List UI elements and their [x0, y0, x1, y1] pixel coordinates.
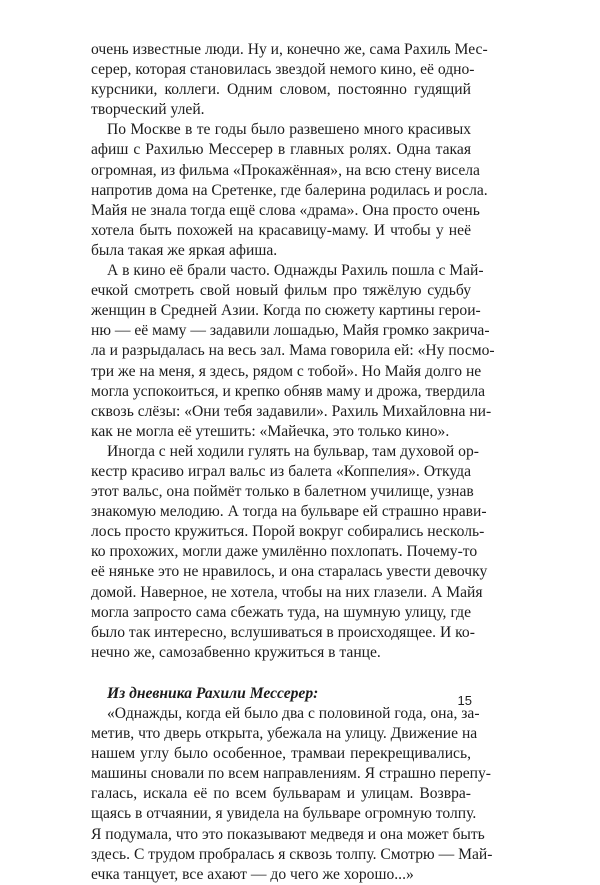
text-line: По Москве в те годы было развешено много красивых	[107, 121, 471, 139]
text-line: могла запросто сама сбежать туда, на шумную улицу, где	[91, 603, 471, 621]
text-line: курсники, коллеги. Одним словом, постоянно гудящий	[91, 81, 471, 99]
paragraph-1	[91, 40, 488, 120]
page-number: 15	[457, 693, 472, 708]
text-line: женщин в Средней Азии. Когда по сюжету картины герои-	[91, 302, 481, 320]
quote-line: «Однажды, когда ей было два с половиной года, она, за-	[107, 705, 480, 722]
quote-line: щаясь в отчаянии, я увидела на бульваре огромную толпу.	[91, 805, 477, 823]
text-line: ла и разрыдалась на весь зал. Мама говорила ей: «Ну посмо-	[91, 342, 495, 360]
page-body	[91, 40, 495, 885]
diary-quote	[91, 704, 493, 885]
text-line: хотела быть похожей на красавицу-маму. И чтобы у неё	[91, 221, 471, 239]
text-line: ко прохожих, могли даже умилённо похлопать. Почему-то	[91, 543, 478, 561]
text-line: как не могла её утешить: «Майечка, это только кино».	[91, 422, 450, 440]
text-line: серер, которая становилась звездой немого кино, её одно-	[91, 61, 475, 79]
paragraph-4	[91, 442, 488, 663]
text-line: очень известные люди. Ну и, конечно же, сама Рахиль Мес-	[91, 41, 488, 58]
section-gap	[91, 663, 471, 684]
diary-heading: Из дневника Рахили Мессерер:	[107, 684, 319, 702]
quote-line: галась, искала её по всем бульварам и улицам. Возвра-	[91, 785, 471, 803]
text-line: этот вальс, она поймёт только в балетном училище, узнав	[91, 483, 474, 501]
text-line: А в кино её брали часто. Однажды Рахиль пошла с Май-	[107, 262, 484, 280]
text-line: нечно же, самозабвенно кружиться в танце.	[91, 643, 381, 661]
quote-line: ечка танцует, все ахают — до чего же хорошо...»	[91, 865, 414, 883]
text-line: ечкой смотреть свой новый фильм про тяжёлую судьбу	[91, 282, 471, 300]
quote-line: машины сновали по всем направлениям. Я страшно перепу-	[91, 765, 491, 783]
text-line: кестр красиво играл вальс из балета «Коппелия». Откуда	[91, 462, 471, 480]
quote-line: нашем углу было особенное, трамваи перекрещивались,	[91, 745, 471, 763]
text-line: было так интересно, вслушиваться в происходящее. И ко-	[91, 623, 475, 641]
text-line: Майя не знала тогда ещё слова «драма». Она просто очень	[91, 201, 480, 219]
text-line: огромная, из фильма «Прокажённая», на всю стену висела	[91, 161, 480, 179]
text-line: напротив дома на Сретенке, где балерина родилась и росла.	[91, 181, 488, 199]
text-line: её нянькe это не нравилось, и она старалась увести девочку	[91, 563, 488, 581]
quote-line: метив, что дверь открыта, убежала на улицу. Движение на	[91, 725, 478, 743]
paragraph-3	[91, 261, 495, 442]
paragraph-2	[91, 120, 488, 261]
text-line: сквозь слёзы: «Они тебя задавили». Рахиль Михайловна ни-	[91, 402, 492, 420]
text-line: творческий улей.	[91, 101, 205, 119]
text-line: лось просто кружиться. Порой вокруг собирались несколь-	[91, 523, 485, 541]
text-line: ню — её маму — задавили лошадью, Майя громко закрича-	[91, 322, 490, 340]
text-line: афиш с Рахилью Мессерер в главных ролях. Одна такая	[91, 141, 471, 159]
text-line: Иногда с ней ходили гулять на бульвар, там духовой ор-	[107, 442, 479, 460]
text-line: домой. Наверное, не хотела, чтобы на них глазели. А Майя	[91, 583, 483, 601]
text-line: была такая же яркая афиша.	[91, 241, 278, 259]
quote-line: Я подумала, что это показывают медведя и она может быть	[91, 825, 485, 843]
text-line: знакомую мелодию. А тогда на бульваре ей страшно нрави-	[91, 503, 487, 521]
text-line: три же на меня, я здесь, рядом с тобой». Но Майя долго не	[91, 362, 482, 380]
text-line: могла успокоиться, и крепко обняв маму и дрожа, твердила	[91, 382, 486, 400]
quote-line: здесь. С трудом пробралась я сквозь толпу. Смотрю — Май-	[91, 845, 493, 863]
